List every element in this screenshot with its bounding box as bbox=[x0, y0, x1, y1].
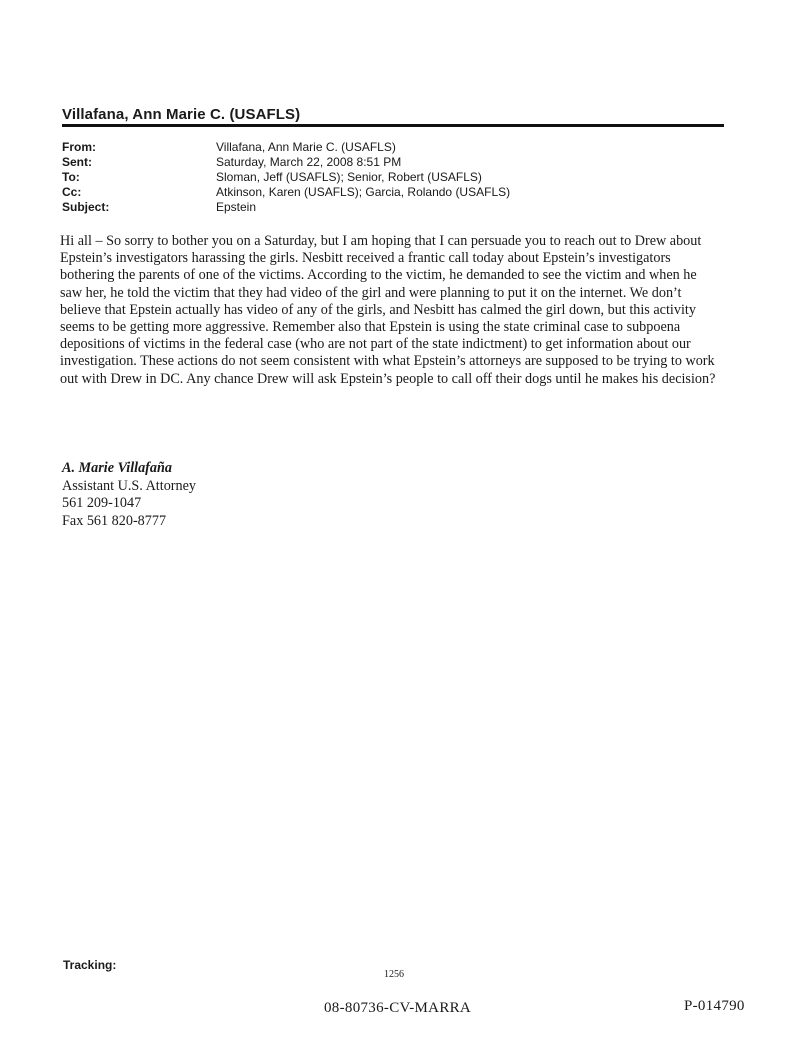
subject-value: Epstein bbox=[216, 200, 257, 214]
sent-value: Saturday, March 22, 2008 8:51 PM bbox=[216, 155, 402, 169]
signature-phone: 561 209-1047 bbox=[62, 495, 142, 511]
bates-number: P-014790 bbox=[684, 998, 745, 1014]
case-number: 08-80736-CV-MARRA bbox=[324, 1000, 472, 1016]
cc-label: Cc: bbox=[62, 185, 82, 199]
from-value: Villafana, Ann Marie C. (USAFLS) bbox=[216, 140, 396, 154]
signature-title: Assistant U.S. Attorney bbox=[62, 477, 196, 494]
to-value: Sloman, Jeff (USAFLS); Senior, Robert (USAFLS) bbox=[216, 170, 482, 184]
page-number: 1256 bbox=[384, 969, 404, 980]
from-label: From: bbox=[62, 140, 96, 154]
header-labels bbox=[62, 140, 109, 215]
tracking-label: Tracking: bbox=[63, 958, 117, 972]
subject-label: Subject: bbox=[62, 200, 110, 214]
signature-block bbox=[62, 460, 196, 530]
sent-label: Sent: bbox=[62, 155, 92, 169]
signature-fax: Fax 561 820-8777 bbox=[62, 512, 167, 529]
heading-rule bbox=[62, 124, 724, 127]
signature-name: A. Marie Villafaña bbox=[62, 460, 172, 476]
cc-value: Atkinson, Karen (USAFLS); Garcia, Rolando (USAFLS) bbox=[216, 185, 511, 199]
sender-heading: Villafana, Ann Marie C. (USAFLS) bbox=[62, 106, 301, 123]
header-values bbox=[216, 140, 510, 215]
email-body: Hi all – So sorry to bother you on a Saturday, but I am hoping that I can persuade you to reach out to Drew about Epstein’s investigators harassing the girls. Nesbitt received a frantic call today about Epstein’s investigators bothering the parents of one of the victims. According to the victim, he demanded to see the victim and when he saw her, he told the victim that they had video of the girl and were planning to put it on the internet. We don’t believe that Epstein actually has video of any of the girls, and Nesbitt has calmed the girl down, but this activity seems to be getting more aggressive. Remember also that Epstein is using the state criminal case to subpoena depositions of victims in the federal case (who are not part of the state indictment) to get information about our investigation. These actions do not seem consistent with what Epstein’s attorneys are supposed to be trying to work out with Drew in DC. Any chance Drew will ask Epstein’s people to call off their dogs until he makes his decision? bbox=[60, 233, 716, 387]
to-label: To: bbox=[62, 170, 80, 184]
